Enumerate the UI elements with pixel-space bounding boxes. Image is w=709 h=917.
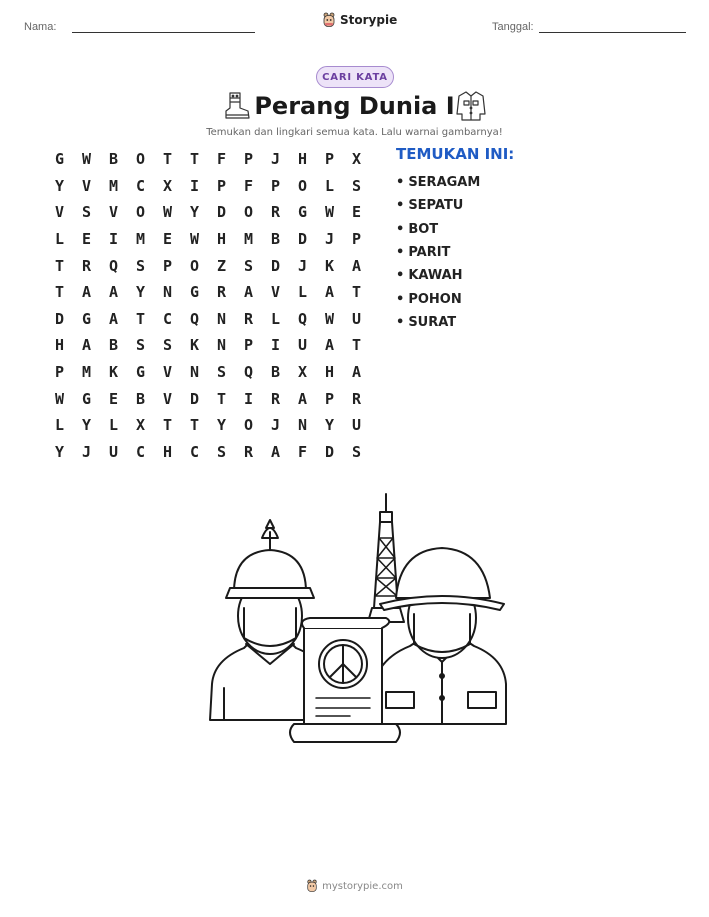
- grid-letter[interactable]: N: [162, 283, 173, 302]
- word-label: SEPATU: [408, 198, 464, 214]
- grid-letter[interactable]: N: [189, 363, 200, 382]
- footer-url: mystorypie.com: [322, 880, 403, 892]
- grid-letter[interactable]: S: [243, 256, 254, 275]
- grid-letter[interactable]: O: [135, 203, 146, 222]
- grid-letter[interactable]: V: [81, 176, 92, 195]
- grid-letter[interactable]: B: [270, 363, 281, 382]
- grid-letter[interactable]: W: [189, 230, 200, 249]
- grid-letter[interactable]: M: [243, 230, 254, 249]
- grid-letter[interactable]: Y: [135, 283, 146, 302]
- grid-letter[interactable]: M: [108, 176, 119, 195]
- word-list-item: [396, 171, 480, 194]
- grid-letter[interactable]: G: [54, 150, 65, 169]
- grid-letter[interactable]: P: [54, 363, 65, 382]
- grid-row: [46, 385, 370, 412]
- grid-letter[interactable]: V: [270, 283, 281, 302]
- grid-letter[interactable]: G: [81, 309, 92, 328]
- grid-letter[interactable]: R: [216, 283, 227, 302]
- grid-letter[interactable]: G: [135, 363, 146, 382]
- grid-letter[interactable]: J: [270, 416, 281, 435]
- grid-letter[interactable]: A: [108, 309, 119, 328]
- grid-letter[interactable]: Q: [189, 309, 200, 328]
- grid-letter[interactable]: P: [270, 176, 281, 195]
- grid-row: [46, 279, 370, 306]
- grid-row: [46, 439, 370, 466]
- grid-letter[interactable]: E: [81, 230, 92, 249]
- grid-letter[interactable]: A: [351, 363, 362, 382]
- grid-letter[interactable]: Q: [243, 363, 254, 382]
- bullet: •: [396, 198, 405, 214]
- grid-letter[interactable]: D: [297, 230, 308, 249]
- activity-badge: CARI KATA: [316, 66, 394, 88]
- grid-letter[interactable]: F: [216, 150, 227, 169]
- grid-letter[interactable]: N: [216, 309, 227, 328]
- grid-letter[interactable]: P: [324, 150, 335, 169]
- grid-letter[interactable]: T: [216, 389, 227, 408]
- grid-letter[interactable]: B: [135, 389, 146, 408]
- uniform-jacket-icon: [456, 90, 486, 122]
- grid-letter[interactable]: I: [270, 336, 281, 355]
- grid-row: [46, 359, 370, 386]
- grid-row: [46, 252, 370, 279]
- grid-letter[interactable]: U: [351, 416, 362, 435]
- date-field-line[interactable]: [539, 32, 686, 33]
- grid-letter[interactable]: Y: [54, 176, 65, 195]
- grid-letter[interactable]: H: [297, 150, 308, 169]
- grid-letter[interactable]: R: [270, 389, 281, 408]
- word-list-item: [396, 311, 480, 334]
- grid-letter[interactable]: P: [243, 150, 254, 169]
- grid-letter[interactable]: V: [108, 203, 119, 222]
- grid-letter[interactable]: V: [162, 389, 173, 408]
- word-list-heading: TEMUKAN INI:: [396, 145, 515, 163]
- grid-letter[interactable]: P: [351, 230, 362, 249]
- grid-letter[interactable]: T: [54, 283, 65, 302]
- grid-letter[interactable]: C: [135, 442, 146, 461]
- word-list-item: [396, 241, 480, 264]
- bullet: •: [396, 245, 405, 261]
- soldiers-peace-illustration: [200, 488, 510, 748]
- grid-letter[interactable]: L: [297, 283, 308, 302]
- grid-letter[interactable]: S: [216, 363, 227, 382]
- grid-letter[interactable]: M: [81, 363, 92, 382]
- title-row: [0, 90, 709, 124]
- grid-letter[interactable]: J: [81, 442, 92, 461]
- grid-letter[interactable]: C: [135, 176, 146, 195]
- grid-letter[interactable]: S: [135, 256, 146, 275]
- grid-letter[interactable]: X: [351, 150, 362, 169]
- grid-letter[interactable]: V: [162, 363, 173, 382]
- grid-letter[interactable]: A: [324, 336, 335, 355]
- grid-letter[interactable]: J: [324, 230, 335, 249]
- footer: [0, 879, 709, 893]
- grid-letter[interactable]: C: [189, 442, 200, 461]
- grid-letter[interactable]: L: [54, 416, 65, 435]
- grid-letter[interactable]: W: [162, 203, 173, 222]
- grid-letter[interactable]: Y: [54, 442, 65, 461]
- bullet: •: [396, 314, 405, 330]
- grid-letter[interactable]: Y: [189, 203, 200, 222]
- bullet: •: [396, 221, 405, 237]
- grid-letter[interactable]: W: [324, 203, 335, 222]
- grid-letter[interactable]: K: [189, 336, 200, 355]
- grid-letter[interactable]: N: [297, 416, 308, 435]
- grid-letter[interactable]: Q: [108, 256, 119, 275]
- grid-letter[interactable]: A: [324, 283, 335, 302]
- grid-letter[interactable]: O: [243, 203, 254, 222]
- name-label: Nama:: [24, 21, 57, 33]
- grid-letter[interactable]: X: [135, 416, 146, 435]
- grid-letter[interactable]: R: [243, 309, 254, 328]
- word-list: [396, 171, 480, 334]
- grid-letter[interactable]: O: [189, 256, 200, 275]
- grid-letter[interactable]: G: [297, 203, 308, 222]
- grid-letter[interactable]: T: [351, 336, 362, 355]
- grid-letter[interactable]: T: [162, 416, 173, 435]
- grid-letter[interactable]: A: [297, 389, 308, 408]
- word-list-item: [396, 287, 480, 310]
- grid-letter[interactable]: H: [54, 336, 65, 355]
- grid-letter[interactable]: A: [81, 283, 92, 302]
- grid-letter[interactable]: Q: [297, 309, 308, 328]
- word-label: SURAT: [408, 314, 457, 330]
- instructions-text: Temukan dan lingkari semua kata. Lalu warnai gambarnya!: [206, 127, 503, 138]
- grid-letter[interactable]: O: [135, 150, 146, 169]
- grid-letter[interactable]: J: [270, 150, 281, 169]
- grid-row: [46, 332, 370, 359]
- grid-letter[interactable]: X: [162, 176, 173, 195]
- grid-letter[interactable]: I: [243, 389, 254, 408]
- bullet: •: [396, 291, 405, 307]
- grid-letter[interactable]: O: [243, 416, 254, 435]
- grid-letter[interactable]: S: [81, 203, 92, 222]
- grid-row: [46, 412, 370, 439]
- grid-letter[interactable]: Y: [324, 416, 335, 435]
- name-field-line[interactable]: [72, 32, 255, 33]
- worksheet-header: [0, 0, 709, 50]
- word-label: SERAGAM: [408, 175, 481, 191]
- grid-letter[interactable]: G: [189, 283, 200, 302]
- grid-letter[interactable]: G: [81, 389, 92, 408]
- grid-letter[interactable]: F: [297, 442, 308, 461]
- grid-letter[interactable]: D: [324, 442, 335, 461]
- grid-letter[interactable]: O: [297, 176, 308, 195]
- word-label: BOT: [408, 221, 439, 237]
- storypie-logo-icon: [306, 879, 318, 893]
- grid-letter[interactable]: I: [108, 230, 119, 249]
- grid-letter[interactable]: A: [270, 442, 281, 461]
- grid-letter[interactable]: A: [243, 283, 254, 302]
- grid-letter[interactable]: E: [351, 203, 362, 222]
- grid-letter[interactable]: D: [270, 256, 281, 275]
- word-label: POHON: [408, 291, 462, 307]
- grid-letter[interactable]: S: [216, 442, 227, 461]
- grid-letter[interactable]: D: [54, 309, 65, 328]
- grid-letter[interactable]: W: [54, 389, 65, 408]
- grid-letter[interactable]: L: [324, 176, 335, 195]
- word-search-grid[interactable]: [46, 146, 370, 465]
- grid-letter[interactable]: X: [297, 363, 308, 382]
- grid-letter[interactable]: P: [162, 256, 173, 275]
- grid-letter[interactable]: L: [54, 230, 65, 249]
- grid-letter[interactable]: E: [162, 230, 173, 249]
- word-list-item: [396, 194, 480, 217]
- grid-letter[interactable]: B: [270, 230, 281, 249]
- grid-letter[interactable]: T: [189, 416, 200, 435]
- grid-letter[interactable]: W: [324, 309, 335, 328]
- grid-letter[interactable]: M: [135, 230, 146, 249]
- grid-letter[interactable]: P: [324, 389, 335, 408]
- grid-letter[interactable]: E: [108, 389, 119, 408]
- grid-letter[interactable]: A: [81, 336, 92, 355]
- grid-letter[interactable]: S: [351, 442, 362, 461]
- bullet: •: [396, 268, 405, 284]
- grid-letter[interactable]: H: [324, 363, 335, 382]
- grid-letter[interactable]: I: [189, 176, 200, 195]
- grid-letter[interactable]: S: [135, 336, 146, 355]
- grid-letter[interactable]: K: [324, 256, 335, 275]
- grid-letter[interactable]: A: [351, 256, 362, 275]
- grid-letter[interactable]: A: [108, 283, 119, 302]
- grid-letter[interactable]: S: [162, 336, 173, 355]
- grid-letter[interactable]: T: [162, 150, 173, 169]
- grid-letter[interactable]: T: [351, 283, 362, 302]
- brand: [322, 12, 397, 28]
- grid-letter[interactable]: T: [135, 309, 146, 328]
- grid-row: [46, 199, 370, 226]
- grid-letter[interactable]: Y: [216, 416, 227, 435]
- brand-name: Storypie: [340, 13, 398, 27]
- grid-letter[interactable]: S: [351, 176, 362, 195]
- grid-row: [46, 226, 370, 253]
- word-label: PARIT: [408, 245, 451, 261]
- word-list-item: [396, 218, 480, 241]
- grid-letter[interactable]: U: [108, 442, 119, 461]
- grid-letter[interactable]: R: [270, 203, 281, 222]
- grid-letter[interactable]: P: [243, 336, 254, 355]
- grid-letter[interactable]: H: [162, 442, 173, 461]
- grid-letter[interactable]: H: [216, 230, 227, 249]
- grid-letter[interactable]: D: [216, 203, 227, 222]
- grid-letter[interactable]: L: [270, 309, 281, 328]
- grid-letter[interactable]: R: [81, 256, 92, 275]
- grid-letter[interactable]: P: [216, 176, 227, 195]
- grid-letter[interactable]: T: [189, 150, 200, 169]
- word-label: KAWAH: [408, 268, 463, 284]
- grid-letter[interactable]: T: [54, 256, 65, 275]
- grid-letter[interactable]: U: [351, 309, 362, 328]
- grid-letter[interactable]: L: [108, 416, 119, 435]
- grid-letter[interactable]: F: [243, 176, 254, 195]
- date-label: Tanggal:: [492, 21, 534, 33]
- grid-letter[interactable]: J: [297, 256, 308, 275]
- page-title: Perang Dunia I: [254, 92, 455, 120]
- grid-letter[interactable]: Z: [216, 256, 227, 275]
- storypie-logo-icon: [322, 12, 336, 28]
- grid-letter[interactable]: Y: [81, 416, 92, 435]
- grid-letter[interactable]: R: [351, 389, 362, 408]
- grid-letter[interactable]: D: [189, 389, 200, 408]
- grid-row: [46, 306, 370, 333]
- grid-letter[interactable]: C: [162, 309, 173, 328]
- word-list-item: [396, 264, 480, 287]
- grid-letter[interactable]: B: [108, 150, 119, 169]
- grid-letter[interactable]: K: [108, 363, 119, 382]
- grid-row: [46, 146, 370, 173]
- grid-letter[interactable]: B: [108, 336, 119, 355]
- grid-letter[interactable]: W: [81, 150, 92, 169]
- grid-letter[interactable]: N: [216, 336, 227, 355]
- grid-row: [46, 173, 370, 200]
- grid-letter[interactable]: V: [54, 203, 65, 222]
- bullet: •: [396, 175, 405, 191]
- grid-letter[interactable]: U: [297, 336, 308, 355]
- grid-letter[interactable]: R: [243, 442, 254, 461]
